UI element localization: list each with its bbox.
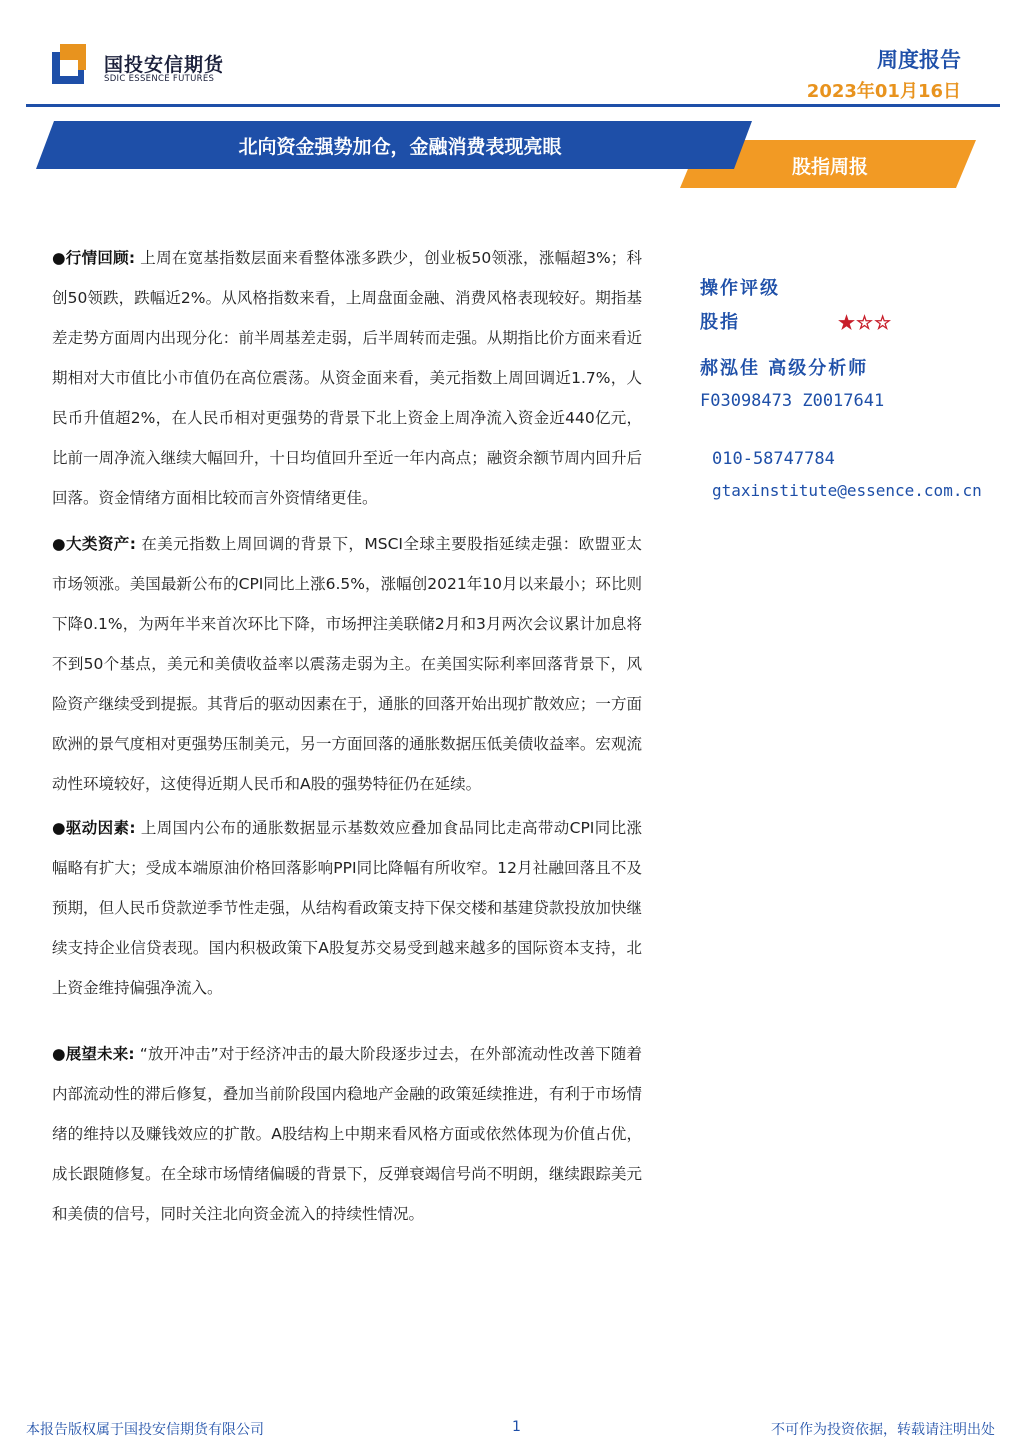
paragraph-label: ●行情回顾: <box>52 249 136 267</box>
paragraph-text: 在美元指数上周回调的背景下，MSCI全球主要股指延续走强：欧盟亚太市场领涨。美国最新公布的CPI同比上涨6.5%，涨幅创2021年10月以来最小；环比则下降0.1%，为两年半来首次环比下降，市场押注美联储2月和3月两次会议累计加息将不到50个基点，美元和美债收益率以震荡走弱为主。在美国实际利率回落背景下，风险资产继续受到提振。其背后的驱动因素在于，通胀的回落开始出现扩散效应；一方面欧洲的景气度相对更强势压制美元，另一方面回落的通胀数据压低美债收益率。宏观流动性环境较好，这使得近期人民币和A股的强势特征仍在延续。 <box>52 535 642 793</box>
report-headline: 北向资金强势加仓，金融消费表现亮眼 <box>238 136 562 158</box>
rating-stars-icon: ★☆☆ <box>838 312 893 334</box>
footer-disclaimer: 不可作为投资依据，转载请注明出处 <box>771 1422 995 1438</box>
paragraph-text: 上周国内公布的通胀数据显示基数效应叠加食品同比走高带动CPI同比涨幅略有扩大；受成本端原油价格回落影响PPI同比降幅有所收窄。12月社融回落且不及预期，但人民币贷款逆季节性走强，从结构看政策支持下保交楼和基建贷款投放加快继续支持企业信贷表现。国内积极政策下A股复苏交易受到越来越多的国际资本支持，北上资金维持偏强净流入。 <box>52 819 643 997</box>
paragraph-label: ●大类资产: <box>52 535 136 553</box>
paragraph-asset-classes <box>52 524 642 804</box>
company-name-en: SDIC ESSENCE FUTURES <box>104 74 215 84</box>
contact-email[interactable]: gtaxinstitute@essence.com.cn <box>712 481 982 500</box>
paragraph-label: ●展望未来: <box>52 1045 135 1063</box>
paragraph-text: 上周在宽基指数层面来看整体涨多跌少，创业板50领涨，涨幅超3%；科创50领跌，跌幅近2%。从风格指数来看，上周盘面金融、消费风格表现较好。期指基差走势方面周内出现分化：前半周基差走弱，后半周转而走强。从期指比价方面来看近期相对大市值比小市值仍在高位震荡。从资金面来看，美元指数上周回调近1.7%，人民币升值超2%，在人民币相对更强势的背景下北上资金上周净流入资金近440亿元，比前一周净流入继续大幅回升，十日均值回升至近一年内高点；融资余额节周内回升后回落。资金情绪方面相比较而言外资情绪更佳。 <box>52 249 642 507</box>
paragraph-market-review <box>52 238 642 518</box>
contact-phone: 010-58747784 <box>712 449 835 469</box>
report-date: 2023年01月16日 <box>806 81 961 102</box>
paragraph-drivers <box>52 808 642 1008</box>
rating-item: 股指 <box>700 312 740 333</box>
analyst-license-ids: F03098473 Z0017641 <box>700 391 885 411</box>
analyst-sidebar <box>700 272 1020 508</box>
report-type: 周度报告 <box>877 48 961 72</box>
footer-copyright: 本报告版权属于国投安信期货有限公司 <box>26 1422 264 1438</box>
paragraph-text: “放开冲击”对于经济冲击的最大阶段逐步过去，在外部流动性改善下随着内部流动性的滞后修复，叠加当前阶段国内稳地产金融的政策延续推进，有利于市场情绪的维持以及赚钱效应的扩散。A股结构上中期来看风格方面或依然体现为价值占优，成长跟随修复。在全球市场情绪偏暖的背景下，反弹衰竭信号尚不明朗，继续跟踪美元和美债的信号，同时关注北向资金流入的持续性情况。 <box>52 1045 642 1223</box>
page-number: 1 <box>512 1419 521 1435</box>
analyst-name: 郝泓佳 高级分析师 <box>700 358 869 379</box>
rating-row <box>700 306 1020 340</box>
paragraph-outlook <box>52 1034 642 1234</box>
rating-title: 操作评级 <box>700 278 780 299</box>
company-logo-icon <box>52 44 94 86</box>
header-divider <box>26 104 1000 107</box>
paragraph-label: ●驱动因素: <box>52 819 136 837</box>
report-category-tag: 股指周报 <box>791 156 868 178</box>
report-body <box>52 238 642 1234</box>
company-name-cn: 国投安信期货 <box>104 54 225 76</box>
